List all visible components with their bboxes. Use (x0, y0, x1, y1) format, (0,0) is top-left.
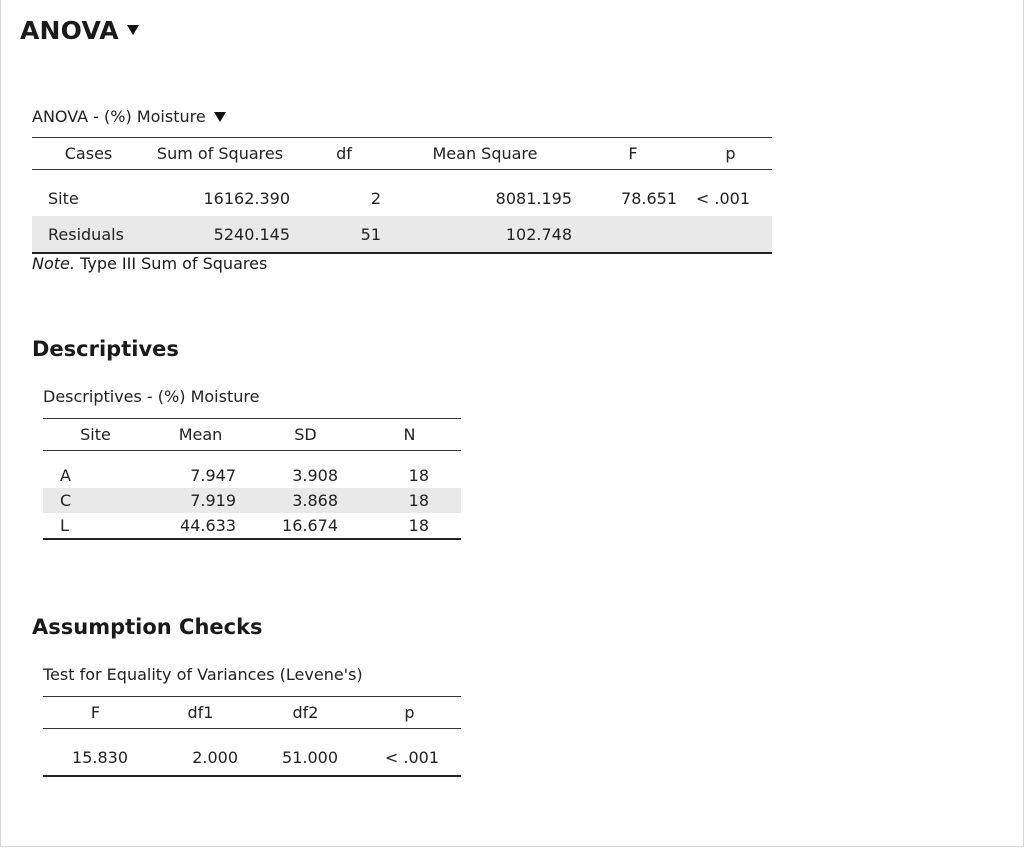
cell-p: < .001 (358, 739, 461, 776)
descriptives-table (43, 418, 461, 540)
col-header-df: df (295, 138, 393, 170)
anova-table (32, 137, 772, 254)
col-header-f: F (43, 697, 148, 729)
descriptives-header-row (43, 419, 461, 451)
cell-df: 2 (370, 188, 381, 208)
levene-header-row (43, 697, 461, 729)
cell-site: A (60, 466, 71, 485)
table-row (43, 463, 461, 488)
col-header-site: Site (43, 419, 148, 451)
cell-p (689, 216, 772, 253)
col-header-cases: Cases (32, 138, 145, 170)
cell-f (577, 216, 689, 253)
cell-p: < .001 (695, 188, 750, 208)
levene-table-caption: Test for Equality of Variances (Levene's) (43, 665, 363, 684)
table-row (43, 488, 461, 513)
cell-site: C (43, 488, 148, 513)
table-row (43, 513, 461, 539)
anova-section-title[interactable] (20, 16, 139, 45)
cell-df: 51 (295, 216, 393, 253)
anova-table-menu-triangle-icon[interactable] (214, 112, 226, 122)
cell-n: 18 (358, 488, 461, 513)
anova-header-row (32, 138, 772, 170)
col-header-n: N (358, 419, 461, 451)
cell-df1: 2.000 (148, 739, 253, 776)
anova-table-caption[interactable] (32, 107, 226, 126)
assumption-checks-section-title[interactable]: Assumption Checks (32, 615, 263, 639)
cell-sum-of-squares: 5240.145 (145, 216, 295, 253)
table-row (32, 216, 772, 253)
col-header-df1: df1 (148, 697, 253, 729)
col-header-mean: Mean (148, 419, 253, 451)
cell-f: 78.651 (621, 188, 677, 208)
cell-sd: 16.674 (253, 513, 358, 539)
cell-site: L (43, 513, 148, 539)
descriptives-table-caption: Descriptives - (%) Moisture (43, 387, 260, 406)
note-label: Note. (32, 254, 75, 273)
cell-n: 18 (358, 513, 461, 539)
cell-case: Residuals (32, 216, 145, 253)
anova-table-note (32, 254, 267, 273)
cell-mean-square: 102.748 (393, 216, 577, 253)
col-header-df2: df2 (253, 697, 358, 729)
col-header-p: p (358, 697, 461, 729)
cell-df2: 51.000 (253, 739, 358, 776)
table-row (32, 180, 772, 216)
cell-mean-square: 8081.195 (495, 188, 572, 208)
cell-case: Site (48, 188, 79, 208)
descriptives-section-title[interactable]: Descriptives (32, 337, 179, 361)
cell-f: 15.830 (43, 739, 148, 776)
cell-mean: 7.919 (148, 488, 253, 513)
cell-mean: 7.947 (190, 466, 236, 485)
note-text: Type III Sum of Squares (80, 254, 268, 273)
col-header-sum-of-squares: Sum of Squares (145, 138, 295, 170)
anova-title-text: ANOVA (20, 16, 119, 45)
cell-sum-of-squares: 16162.390 (203, 188, 290, 208)
col-header-sd: SD (253, 419, 358, 451)
col-header-p: p (689, 138, 772, 170)
table-row (43, 739, 461, 776)
col-header-f: F (577, 138, 689, 170)
anova-table-caption-text: ANOVA - (%) Moisture (32, 107, 206, 126)
cell-sd: 3.868 (253, 488, 358, 513)
cell-n: 18 (408, 466, 429, 485)
col-header-mean-square: Mean Square (393, 138, 577, 170)
cell-mean: 44.633 (148, 513, 253, 539)
levene-table (43, 696, 461, 777)
cell-sd: 3.908 (292, 466, 338, 485)
anova-menu-triangle-icon[interactable] (127, 25, 139, 35)
